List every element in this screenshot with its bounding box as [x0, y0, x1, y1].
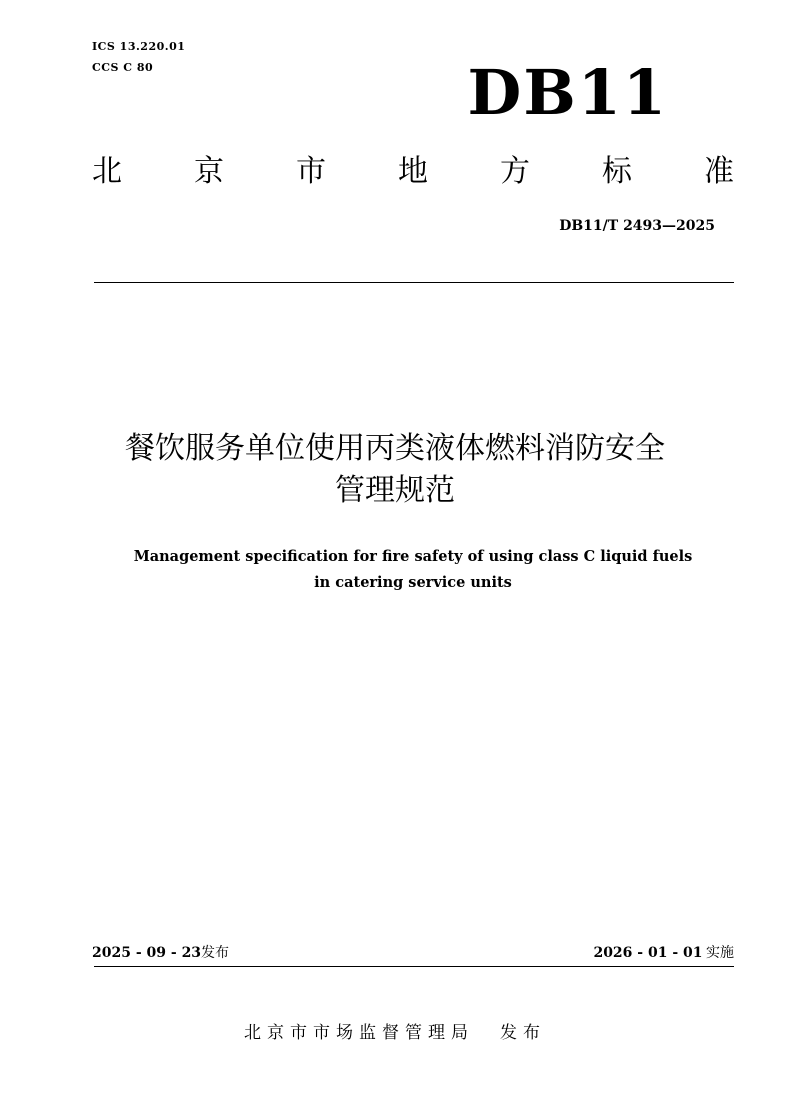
ics-code: ICS 13.220.01 — [92, 40, 186, 53]
header-divider — [94, 282, 734, 283]
issue-date-label: 发布 — [201, 945, 230, 961]
standard-type-char: 市 — [296, 154, 326, 189]
implementation-date-label: 实施 — [706, 945, 734, 961]
footer-divider — [94, 966, 734, 967]
english-title — [60, 544, 766, 596]
english-title-line: in catering service units — [314, 574, 512, 591]
implementation-date — [593, 942, 734, 965]
publisher — [0, 1018, 790, 1043]
standard-type-char: 北 — [92, 154, 122, 189]
english-title-line: Management specification for fire safety of using class C liquid fuels — [133, 548, 693, 565]
ccs-code: CCS C 80 — [92, 61, 154, 74]
standard-number: DB11/T 2493—2025 — [559, 218, 715, 234]
standard-type-char: 标 — [602, 154, 632, 189]
standard-series-code: DB11 — [467, 56, 668, 129]
standard-type-char: 方 — [500, 154, 530, 189]
chinese-title-line: 管理规范 — [335, 473, 455, 508]
publisher-name: 北京市市场监督管理局 — [244, 1023, 474, 1043]
standard-type — [92, 152, 734, 192]
standard-type-char: 准 — [704, 154, 734, 189]
publisher-action: 发布 — [500, 1023, 546, 1043]
implementation-date-value: 2026 - 01 - 01 — [593, 945, 703, 961]
standard-type-char: 地 — [398, 154, 428, 189]
chinese-title-line: 餐饮服务单位使用丙类液体燃料消防安全 — [125, 431, 665, 466]
chinese-title — [60, 428, 730, 512]
issue-date — [92, 942, 229, 965]
issue-date-value: 2025 - 09 - 23 — [92, 945, 202, 961]
standard-type-char: 京 — [194, 154, 224, 189]
